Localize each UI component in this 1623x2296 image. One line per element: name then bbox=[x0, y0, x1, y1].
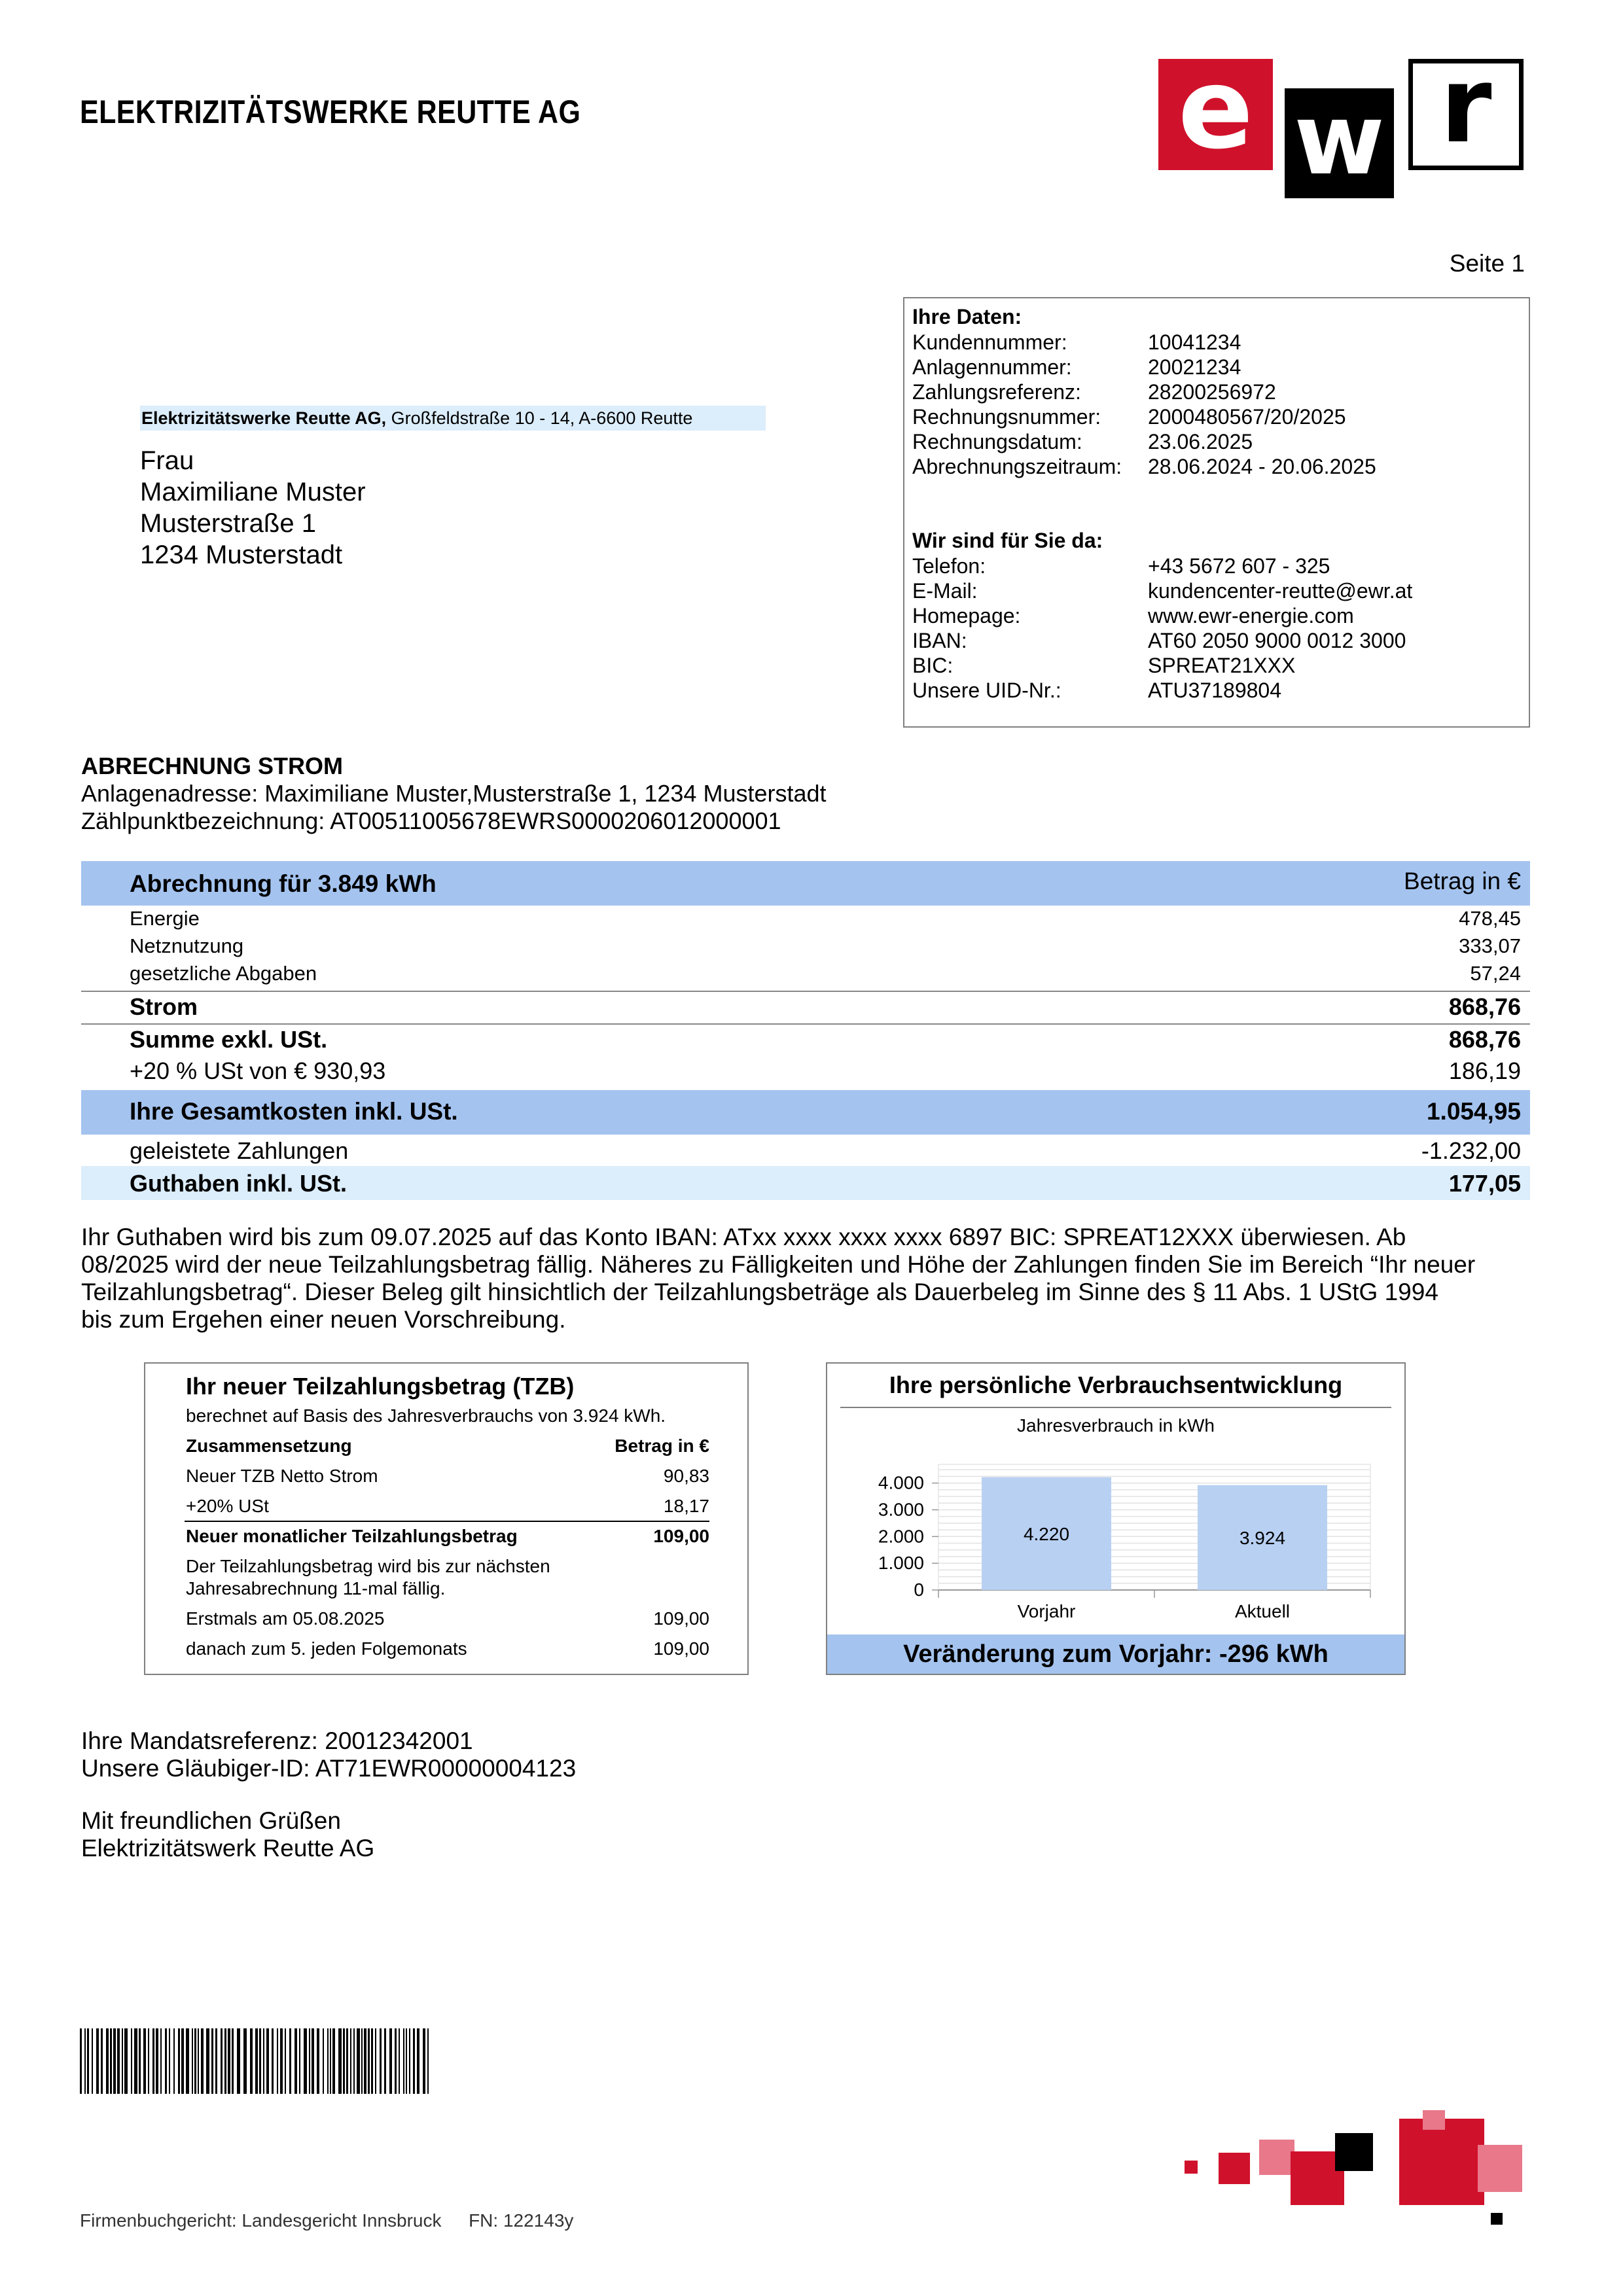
info-value: 2000480567/20/2025 bbox=[1148, 405, 1346, 429]
barcode-bar bbox=[194, 2028, 196, 2094]
barcode-bar bbox=[272, 2028, 274, 2094]
barcode-bar bbox=[263, 2028, 264, 2094]
barcode-bar bbox=[285, 2028, 286, 2094]
barcode-bar bbox=[384, 2028, 386, 2094]
info-row bbox=[912, 429, 1253, 454]
barcode-bar bbox=[427, 2028, 429, 2094]
contact-row bbox=[912, 678, 1281, 703]
billing-header-label: Abrechnung für 3.849 kWh bbox=[130, 870, 437, 897]
installation-address: Anlagenadresse: Maximiliane Muster,Musterstraße 1, 1234 Musterstadt bbox=[81, 780, 827, 807]
barcode-bar bbox=[215, 2028, 217, 2094]
barcode-bar bbox=[84, 2028, 86, 2094]
installment-note: Der Teilzahlungsbetrag wird bis zur nächsten bbox=[186, 1556, 550, 1576]
recipient-address bbox=[140, 445, 366, 571]
billing-vat bbox=[81, 1057, 1530, 1087]
sender-name: Elektrizitätswerke Reutte AG, bbox=[141, 408, 387, 428]
billing-row-value: 186,19 bbox=[1448, 1057, 1521, 1084]
barcode-bar bbox=[266, 2028, 269, 2094]
signature: Elektrizitätswerk Reutte AG bbox=[81, 1835, 375, 1862]
barcode-bar bbox=[417, 2028, 419, 2094]
billing-row-value: -1.232,00 bbox=[1421, 1137, 1521, 1164]
info-row bbox=[912, 404, 1346, 429]
decor-square bbox=[1478, 2145, 1522, 2192]
y-tick-label: 1.000 bbox=[878, 1553, 924, 1574]
barcode-bar bbox=[389, 2028, 392, 2094]
installment-total-label: Neuer monatlicher Teilzahlungsbetrag bbox=[186, 1526, 518, 1546]
billing-row bbox=[81, 934, 1530, 962]
contact-title: Wir sind für Sie da: bbox=[912, 529, 1103, 552]
billing-row-value: 868,76 bbox=[1448, 1026, 1521, 1053]
contact-row bbox=[912, 554, 1330, 578]
decor-square bbox=[1185, 2161, 1198, 2174]
info-row bbox=[912, 355, 1241, 380]
info-value: 28.06.2024 - 20.06.2025 bbox=[1148, 455, 1376, 478]
consumption-chart-box bbox=[826, 1362, 1406, 1675]
billing-total-value: 1.054,95 bbox=[1426, 1098, 1521, 1125]
barcode-bar bbox=[250, 2028, 253, 2094]
barcode-bar bbox=[122, 2028, 123, 2094]
barcode-bar bbox=[156, 2028, 158, 2094]
contact-label: Telefon: bbox=[912, 554, 986, 578]
barcode-bar bbox=[395, 2028, 397, 2094]
barcode-bar bbox=[152, 2028, 154, 2094]
installment-col-value: Betrag in € bbox=[615, 1436, 709, 1456]
contact-iban: AT60 2050 9000 0012 3000 bbox=[1148, 629, 1406, 652]
info-label: Rechnungsnummer: bbox=[912, 405, 1101, 429]
barcode-bar bbox=[173, 2028, 175, 2094]
installment-then-value: 109,00 bbox=[653, 1638, 709, 1659]
barcode-bar bbox=[409, 2028, 410, 2094]
installment-row-value: 18,17 bbox=[663, 1496, 709, 1516]
barcode-bar bbox=[160, 2028, 162, 2094]
register-court: Firmenbuchgericht: Landesgericht Innsbruck bbox=[80, 2210, 442, 2231]
billing-net-sum bbox=[81, 1026, 1530, 1056]
barcode-bar bbox=[224, 2028, 226, 2094]
installment-total-value: 109,00 bbox=[653, 1526, 709, 1546]
logo-letter-e: e bbox=[1177, 44, 1254, 174]
billing-row-label: gesetzliche Abgaben bbox=[130, 962, 317, 985]
installment-row-label: +20% USt bbox=[186, 1496, 269, 1516]
bar-value-label: 4.220 bbox=[1023, 1523, 1070, 1544]
barcode-bar bbox=[375, 2028, 376, 2094]
barcode-bar bbox=[304, 2028, 307, 2094]
refund-notice bbox=[81, 1224, 1534, 1333]
barcode-bar bbox=[368, 2028, 370, 2094]
contact-email-link[interactable]: kundencenter-reutte@ewr.at bbox=[1148, 579, 1413, 603]
contact-label: Unsere UID-Nr.: bbox=[912, 679, 1061, 702]
contact-row bbox=[912, 653, 1295, 678]
company-register-info bbox=[80, 2210, 573, 2231]
contact-label: BIC: bbox=[912, 654, 954, 677]
billing-credit bbox=[81, 1166, 1530, 1200]
barcode-bar bbox=[87, 2028, 89, 2094]
sender-address: Großfeldstraße 10 - 14, A-6600 Reutte bbox=[391, 408, 693, 428]
barcode-bar bbox=[80, 2028, 82, 2094]
barcode bbox=[80, 2028, 433, 2094]
billing-row-label: Strom bbox=[130, 993, 198, 1020]
billing-row-value: 868,76 bbox=[1448, 993, 1521, 1020]
barcode-bar bbox=[423, 2028, 425, 2094]
barcode-bar bbox=[406, 2028, 407, 2094]
barcode-bar bbox=[181, 2028, 184, 2094]
decorative-squares-graphic bbox=[1178, 2107, 1531, 2225]
billing-row bbox=[81, 907, 1530, 934]
barcode-bar bbox=[299, 2028, 300, 2094]
barcode-bar bbox=[134, 2028, 137, 2094]
barcode-bar bbox=[143, 2028, 146, 2094]
meter-point-id: Zählpunktbezeichnung: AT00511005678EWRS0000206012000001 bbox=[81, 807, 781, 834]
barcode-bar bbox=[338, 2028, 342, 2094]
barcode-bar bbox=[317, 2028, 319, 2094]
decor-square bbox=[1335, 2133, 1373, 2171]
contact-homepage-link[interactable]: www.ewr-energie.com bbox=[1148, 604, 1354, 627]
mandate-reference: Ihre Mandatsreferenz: 20012342001 bbox=[81, 1727, 473, 1754]
barcode-bar bbox=[169, 2028, 170, 2094]
barcode-bar bbox=[346, 2028, 348, 2094]
installment-title: Ihr neuer Teilzahlungsbetrag (TZB) bbox=[186, 1373, 575, 1400]
info-title: Ihre Daten: bbox=[912, 305, 1022, 328]
y-tick-label: 0 bbox=[914, 1580, 924, 1600]
refund-notice-line: Ihr Guthaben wird bis zum 09.07.2025 auf das Konto IBAN: ATxx xxxx xxxx xxxx 6897 BIC: SPREAT12XXX überwiesen. Ab bbox=[81, 1224, 1406, 1250]
chart-change-summary: Veränderung zum Vorjahr: -296 kWh bbox=[827, 1634, 1404, 1674]
barcode-bar bbox=[280, 2028, 283, 2094]
barcode-bar bbox=[131, 2028, 132, 2094]
barcode-bar bbox=[178, 2028, 180, 2094]
decor-square bbox=[1219, 2153, 1250, 2184]
contact-bic: SPREAT21XXX bbox=[1148, 654, 1296, 677]
divider bbox=[81, 1023, 1530, 1025]
y-tick-label: 3.000 bbox=[878, 1499, 924, 1520]
barcode-bar bbox=[327, 2028, 329, 2094]
barcode-bar bbox=[110, 2028, 112, 2094]
refund-notice-line: 08/2025 wird der neue Teilzahlungsbetrag fällig. Näheres zu Fälligkeiten und Höhe der Zahlungen finden Sie im Bereich “Ihr neuer bbox=[81, 1251, 1476, 1278]
barcode-bar bbox=[124, 2028, 128, 2094]
billing-row-label: +20 % USt von € 930,93 bbox=[130, 1057, 386, 1084]
sender-line bbox=[140, 406, 766, 431]
billing-row-label: Summe exkl. USt. bbox=[130, 1026, 328, 1053]
billing-row-label: geleistete Zahlungen bbox=[130, 1137, 349, 1164]
barcode-bar bbox=[92, 2028, 93, 2094]
recipient-street: Musterstraße 1 bbox=[140, 509, 316, 538]
info-label: Abrechnungszeitraum: bbox=[912, 455, 1122, 478]
barcode-bar bbox=[117, 2028, 120, 2094]
recipient-name: Maximiliane Muster bbox=[140, 478, 366, 506]
ewr-logo bbox=[1158, 44, 1525, 200]
logo-letter-w: w bbox=[1294, 83, 1385, 197]
barcode-bar bbox=[201, 2028, 204, 2094]
barcode-bar bbox=[101, 2028, 103, 2094]
info-label: Anlagennummer: bbox=[912, 355, 1072, 379]
barcode-bar bbox=[148, 2028, 149, 2094]
billing-row-value: 57,24 bbox=[1470, 962, 1521, 985]
chart-box-title: Ihre persönliche Verbrauchsentwicklung bbox=[889, 1371, 1343, 1398]
info-row bbox=[912, 454, 1376, 479]
installment-col-label: Zusammensetzung bbox=[186, 1436, 352, 1456]
barcode-bar bbox=[106, 2028, 109, 2094]
barcode-bar bbox=[211, 2028, 213, 2094]
info-value: 23.06.2025 bbox=[1148, 430, 1253, 453]
contact-row bbox=[912, 578, 1412, 603]
installment-note: Jahresabrechnung 11-mal fällig. bbox=[186, 1578, 446, 1598]
x-tick-label: Vorjahr bbox=[1017, 1601, 1076, 1621]
barcode-bar bbox=[277, 2028, 278, 2094]
info-value: 28200256972 bbox=[1148, 380, 1276, 404]
info-value: 20021234 bbox=[1148, 355, 1241, 379]
info-label: Rechnungsdatum: bbox=[912, 430, 1082, 453]
barcode-bar bbox=[399, 2028, 400, 2094]
bar-value-label: 3.924 bbox=[1239, 1527, 1286, 1548]
logo-r-block bbox=[1408, 44, 1524, 170]
barcode-bar bbox=[343, 2028, 345, 2094]
billing-title: ABRECHNUNG STROM bbox=[81, 752, 343, 779]
recipient-salutation: Frau bbox=[140, 446, 194, 475]
barcode-bar bbox=[165, 2028, 167, 2094]
barcode-bar bbox=[294, 2028, 297, 2094]
page-number: Seite 1 bbox=[1449, 250, 1525, 277]
billing-row-label: Netznutzung bbox=[130, 934, 244, 957]
info-row bbox=[912, 330, 1241, 355]
contact-label: E-Mail: bbox=[912, 579, 978, 603]
barcode-bar bbox=[206, 2028, 209, 2094]
recipient-city: 1234 Musterstadt bbox=[140, 540, 343, 569]
refund-notice-line: bis zum Ergehen einer neuen Vorschreibung. bbox=[81, 1306, 566, 1333]
barcode-bar bbox=[361, 2028, 363, 2094]
barcode-bar bbox=[96, 2028, 99, 2094]
barcode-bar bbox=[371, 2028, 373, 2094]
installment-then-label: danach zum 5. jeden Folgemonats bbox=[186, 1638, 467, 1659]
contact-uid: ATU37189804 bbox=[1148, 679, 1281, 702]
creditor-id: Unsere Gläubiger-ID: AT71EWR00000004123 bbox=[81, 1755, 577, 1782]
contact-row bbox=[912, 628, 1406, 653]
contact-label: Homepage: bbox=[912, 604, 1021, 627]
installment-box bbox=[144, 1362, 749, 1675]
installment-row-value: 90,83 bbox=[663, 1466, 709, 1486]
divider bbox=[185, 1521, 709, 1522]
barcode-bar bbox=[380, 2028, 382, 2094]
barcode-bar bbox=[139, 2028, 141, 2094]
decor-square bbox=[1259, 2140, 1294, 2175]
y-tick-label: 4.000 bbox=[878, 1472, 924, 1493]
barcode-bar bbox=[323, 2028, 324, 2094]
company-name: ELEKTRIZITÄTSWERKE REUTTE AG bbox=[80, 94, 581, 130]
decor-square bbox=[1423, 2110, 1445, 2130]
barcode-bar bbox=[243, 2028, 247, 2094]
barcode-bar bbox=[364, 2028, 366, 2094]
barcode-bar bbox=[113, 2028, 116, 2094]
logo-w-block bbox=[1285, 83, 1394, 198]
barcode-bar bbox=[403, 2028, 404, 2094]
barcode-bar bbox=[186, 2028, 189, 2094]
logo-letter-r: r bbox=[1440, 44, 1492, 166]
barcode-bar bbox=[330, 2028, 331, 2094]
info-row bbox=[912, 380, 1276, 404]
contact-row bbox=[912, 603, 1354, 628]
info-label: Kundennummer: bbox=[912, 330, 1067, 354]
divider bbox=[81, 991, 1530, 992]
barcode-bar bbox=[332, 2028, 335, 2094]
billing-credit-label: Guthaben inkl. USt. bbox=[130, 1170, 348, 1197]
billing-credit-value: 177,05 bbox=[1448, 1170, 1521, 1197]
barcode-bar bbox=[232, 2028, 234, 2094]
barcode-bar bbox=[309, 2028, 310, 2094]
barcode-bar bbox=[353, 2028, 355, 2094]
info-value: 10041234 bbox=[1148, 330, 1241, 354]
barcode-bar bbox=[255, 2028, 258, 2094]
installment-subtitle: berechnet auf Basis des Jahresverbrauchs von 3.924 kWh. bbox=[186, 1405, 666, 1426]
billing-header-amount: Betrag in € bbox=[1404, 868, 1521, 894]
installment-first-value: 109,00 bbox=[653, 1608, 709, 1629]
billing-total-label: Ihre Gesamtkosten inkl. USt. bbox=[130, 1098, 458, 1125]
barcode-bar bbox=[312, 2028, 314, 2094]
barcode-bar bbox=[357, 2028, 360, 2094]
billing-payments bbox=[81, 1136, 1530, 1166]
decor-square bbox=[1491, 2213, 1503, 2225]
refund-notice-line: Teilzahlungsbetrag“. Dieser Beleg gilt hinsichtlich der Teilzahlungsbeträge als Dauerbeleg im Sinne des § 11 Abs. 1 UStG 1994 bbox=[81, 1279, 1438, 1305]
barcode-bar bbox=[221, 2028, 223, 2094]
barcode-bar bbox=[350, 2028, 351, 2094]
billing-table-header bbox=[81, 861, 1530, 906]
greeting: Mit freundlichen Grüßen bbox=[81, 1807, 341, 1834]
billing-row bbox=[81, 962, 1530, 989]
barcode-bar bbox=[237, 2028, 240, 2094]
barcode-bar bbox=[192, 2028, 193, 2094]
barcode-bar bbox=[198, 2028, 199, 2094]
consumption-chart bbox=[827, 1408, 1404, 1640]
logo-e-block bbox=[1158, 44, 1273, 174]
contact-label: IBAN: bbox=[912, 629, 967, 652]
contact-phone: +43 5672 607 - 325 bbox=[1148, 554, 1330, 578]
info-label: Zahlungsreferenz: bbox=[912, 380, 1081, 404]
billing-row-value: 333,07 bbox=[1459, 934, 1521, 957]
installment-row-label: Neuer TZB Netto Strom bbox=[186, 1466, 378, 1486]
register-number: FN: 122143y bbox=[469, 2210, 574, 2231]
decor-square bbox=[1399, 2119, 1484, 2205]
customer-info-box bbox=[903, 297, 1530, 728]
barcode-bar bbox=[289, 2028, 291, 2094]
y-tick-label: 2.000 bbox=[878, 1526, 924, 1547]
barcode-bar bbox=[413, 2028, 415, 2094]
x-tick-label: Aktuell bbox=[1234, 1601, 1291, 1621]
billing-row-value: 478,45 bbox=[1459, 907, 1521, 930]
chart-title: Jahresverbrauch in kWh bbox=[1017, 1415, 1215, 1436]
billing-total bbox=[81, 1090, 1530, 1135]
billing-row-label: Energie bbox=[130, 907, 200, 930]
barcode-bar bbox=[228, 2028, 230, 2094]
installment-first-label: Erstmals am 05.08.2025 bbox=[186, 1608, 385, 1629]
billing-subtotal-strom bbox=[81, 993, 1530, 1023]
barcode-bar bbox=[259, 2028, 261, 2094]
